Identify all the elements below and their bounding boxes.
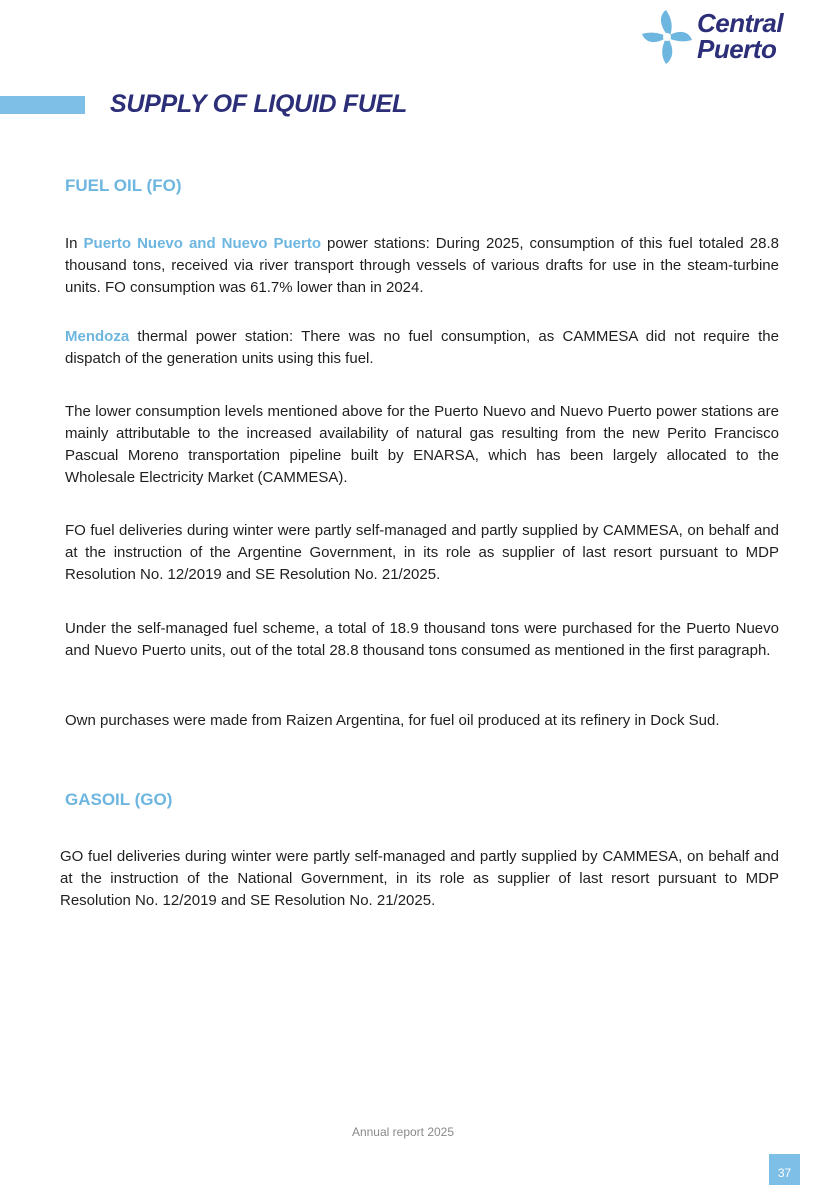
section-heading-fuel-oil: FUEL OIL (FO) <box>65 176 182 195</box>
logo-word-central: Central <box>697 8 784 38</box>
page-number: 37 <box>769 1154 800 1185</box>
highlight-station-names: Puerto Nuevo and Nuevo Puerto <box>83 235 321 252</box>
logo-wordmark <box>697 10 783 62</box>
paragraph-body: thermal power station: There was no fuel consumption, as CAMMESA did not require the dispatch of the generation units using this fuel. <box>65 328 779 367</box>
paragraph-prefix: In <box>65 235 84 252</box>
turbine-logo-icon <box>640 8 696 68</box>
paragraph-body: power stations: During 2025, consumption of this fuel totaled 28.8 thousand tons, received via river transport through vessels of various drafts for use in the steam-turbine units. FO consumption was 61.7% lower than in 2024. <box>65 235 779 296</box>
company-logo <box>640 8 810 70</box>
paragraph-go-deliveries: GO fuel deliveries during winter were partly self-managed and partly supplied by CAMMESA, on behalf and at the instruction of the National Government, in its role as supplier of last resort pursuant to MDP Resolution No. 12/2019 and SE Resolution No. 21/2025. <box>60 848 779 909</box>
highlight-mendoza: Mendoza <box>65 328 130 345</box>
paragraph-fo-deliveries: FO fuel deliveries during winter were partly self-managed and partly supplied by CAMMESA, on behalf and at the instruction of the Argentine Government, in its role as supplier of last resort pursuant to MDP Resolution No. 12/2019 and SE Resolution No. 21/2025. <box>65 522 779 583</box>
paragraph-lower-consumption: The lower consumption levels mentioned above for the Puerto Nuevo and Nuevo Puerto power stations are mainly attributable to the increased availability of natural gas resulting from the new Perito Francisco Pascual Moreno transportation pipeline built by ENARSA, which has been largely allocated to the Wholesale Electricity Market (CAMMESA). <box>65 403 779 486</box>
logo-word-puerto: Puerto <box>697 34 777 64</box>
section-heading-gasoil: GASOIL (GO) <box>65 790 173 809</box>
paragraph-self-managed: Under the self-managed fuel scheme, a total of 18.9 thousand tons were purchased for the Puerto Nuevo and Nuevo Puerto units, out of the total 28.8 thousand tons consumed as mentioned in the first paragraph. <box>65 620 779 659</box>
paragraph-mendoza <box>65 326 779 370</box>
footer-text: Annual report 2025 <box>351 1125 455 1139</box>
title-accent-bar <box>0 96 85 114</box>
page-title: SUPPLY OF LIQUID FUEL <box>110 90 407 118</box>
paragraph-own-purchases: Own purchases were made from Raizen Argentina, for fuel oil produced at its refinery in Dock Sud. <box>65 712 720 729</box>
paragraph-fo-consumption <box>65 233 779 299</box>
